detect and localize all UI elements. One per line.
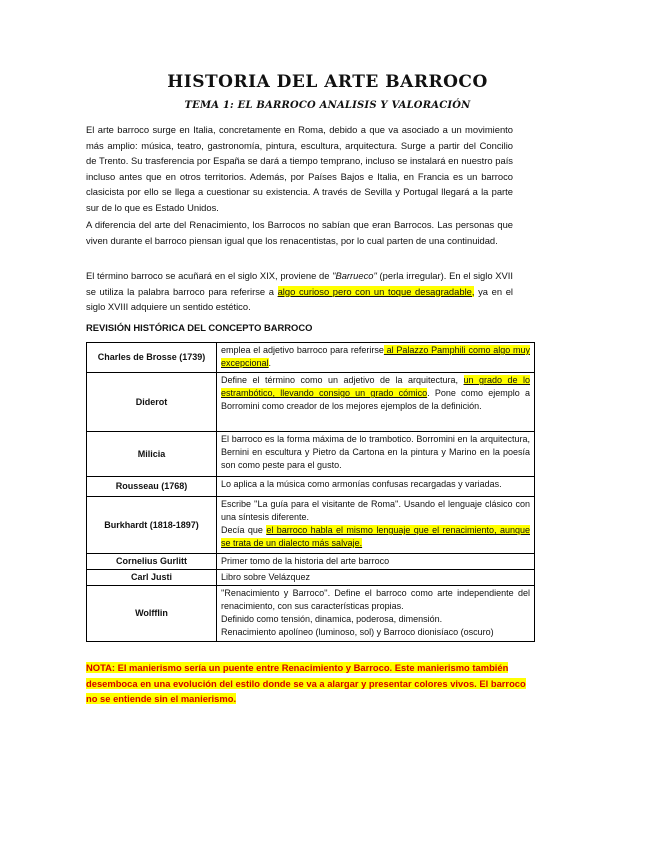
desc-line: ''Renacimiento y Barroco''. Define el barroco como arte independiente del renacimiento, con sus características propias. (221, 588, 530, 611)
desc-text: . Pone como ejemplo a Borromini como creador de los mejores ejemplos de la definición. (221, 388, 530, 411)
paragraph-term-part3: ya en el siglo XVIII adquiere un sentido estético. (86, 285, 513, 312)
note-paragraph (86, 660, 526, 707)
paragraph-renaissance: A diferencia del arte del Renacimiento, los Barrocos no sabían que eran Barrocos. Las personas que viven durante el barroco piensan igual que los renacentistas, por lo cual parten de una continuidad. (86, 219, 513, 246)
table-cell-name: Charles de Brosse (1739) (87, 343, 217, 373)
desc-line: Renacimiento apolíneo (luminoso, sol) y Barroco dionisíaco (oscuro) (221, 627, 494, 637)
desc-highlight: un grado de lo estrambótico, llevando consigo un grado cómico (221, 375, 531, 398)
paragraph-term-part1: El término barroco se acuñará en el siglo XIX, proviene de (86, 270, 333, 281)
table-cell-desc: Primer tomo de la historia del arte barroco (217, 554, 535, 570)
section-heading: REVISIÓN HISTÓRICA DEL CONCEPTO BARROCO (86, 322, 313, 333)
paragraph-term-part2: (perla irregular). En el siglo XVII se utiliza la palabra barroco para referirse a (86, 270, 513, 297)
desc-text: Decía que (221, 525, 267, 535)
desc-text: emplea el adjetivo barroco para referirse (221, 345, 384, 355)
desc-text: Escribe ''La guía para el visitante de Roma''. Usando el lenguaje clásico con una síntesis diferente. (221, 499, 530, 522)
paragraph-term (86, 268, 513, 315)
table-cell-desc: Lo aplica a la música como armonías confusas recargadas y variadas. (217, 477, 535, 497)
table-cell-desc: Libro sobre Velázquez (217, 570, 535, 586)
table-cell-name: Rousseau (1768) (87, 477, 217, 497)
table-cell-desc (217, 586, 535, 642)
table-cell-name: Milicia (87, 432, 217, 477)
desc-line: Definido como tensión, dinamica, poderosa, dimensión. (221, 614, 443, 624)
table-row (87, 570, 535, 586)
table-cell-name: Burkhardt (1818-1897) (87, 497, 217, 554)
history-table (86, 342, 535, 642)
desc-text: . (268, 358, 272, 368)
document-subtitle: TEMA 1: EL BARROCO ANALISIS Y VALORACIÓN (184, 100, 471, 111)
table-cell-name: Carl Justi (87, 570, 217, 586)
table-cell-desc (217, 497, 535, 554)
table-row (87, 432, 535, 477)
table-row (87, 343, 535, 373)
paragraph-term-highlight: algo curioso pero con un toque desagradable, (277, 285, 475, 297)
table-cell-desc (217, 343, 535, 373)
paragraph-origin: El arte barroco surge en Italia, concretamente en Roma, debido a que va asociado a un movimiento más amplio: música, teatro, gastronomía, pintura, escultura, arquitectura. Surge a partir del Concilio de Trento. Su trasferencia por España se dará a tiempo temprano, incluso se instalará en nuestro país incluso antes que en otros territorios. Además, por Países Bajos e Italia, en Francia es un barroco clasicista por ello se llega a cuestionar su existencia. A través de Sevilla y Portugal llegará a la parte sur de lo que es Estado Unidos. (86, 124, 513, 213)
table-row (87, 554, 535, 570)
note-text: NOTA: El manierismo sería un puente entre Renacimiento y Barroco. Este manierismo también desemboca en una evolución del estilo donde se va a alargar y presentar colores vivos. El barroco no se entiende sin el manierismo. (86, 662, 526, 704)
table-row (87, 477, 535, 497)
desc-highlight: el barroco habla el mismo lenguaje que el renacimiento, aunque se trata de un dialecto más salvaje. (221, 525, 530, 548)
table-row (87, 586, 535, 642)
table-cell-name: Cornelius Gurlitt (87, 554, 217, 570)
desc-text: Define el término como un adjetivo de la arquitectura, (221, 375, 464, 385)
table-row (87, 373, 535, 432)
paragraph-term-italic: "Barrueco" (332, 270, 377, 281)
table-row (87, 497, 535, 554)
document-title: HISTORIA DEL ARTE BARROCO (167, 72, 488, 92)
table-cell-desc (217, 373, 535, 432)
table-cell-desc: El barroco es la forma máxima de lo trambotico. Borromini en la arquitectura, Bernini en escultura y Pietro da Cartona en la pintura y Marino en la poesía son como peste para el gusto. (217, 432, 535, 477)
table-cell-name: Diderot (87, 373, 217, 432)
table-cell-name: Wolfflin (87, 586, 217, 642)
desc-highlight: al Palazzo Pamphili como algo muy excepcional (221, 345, 530, 368)
